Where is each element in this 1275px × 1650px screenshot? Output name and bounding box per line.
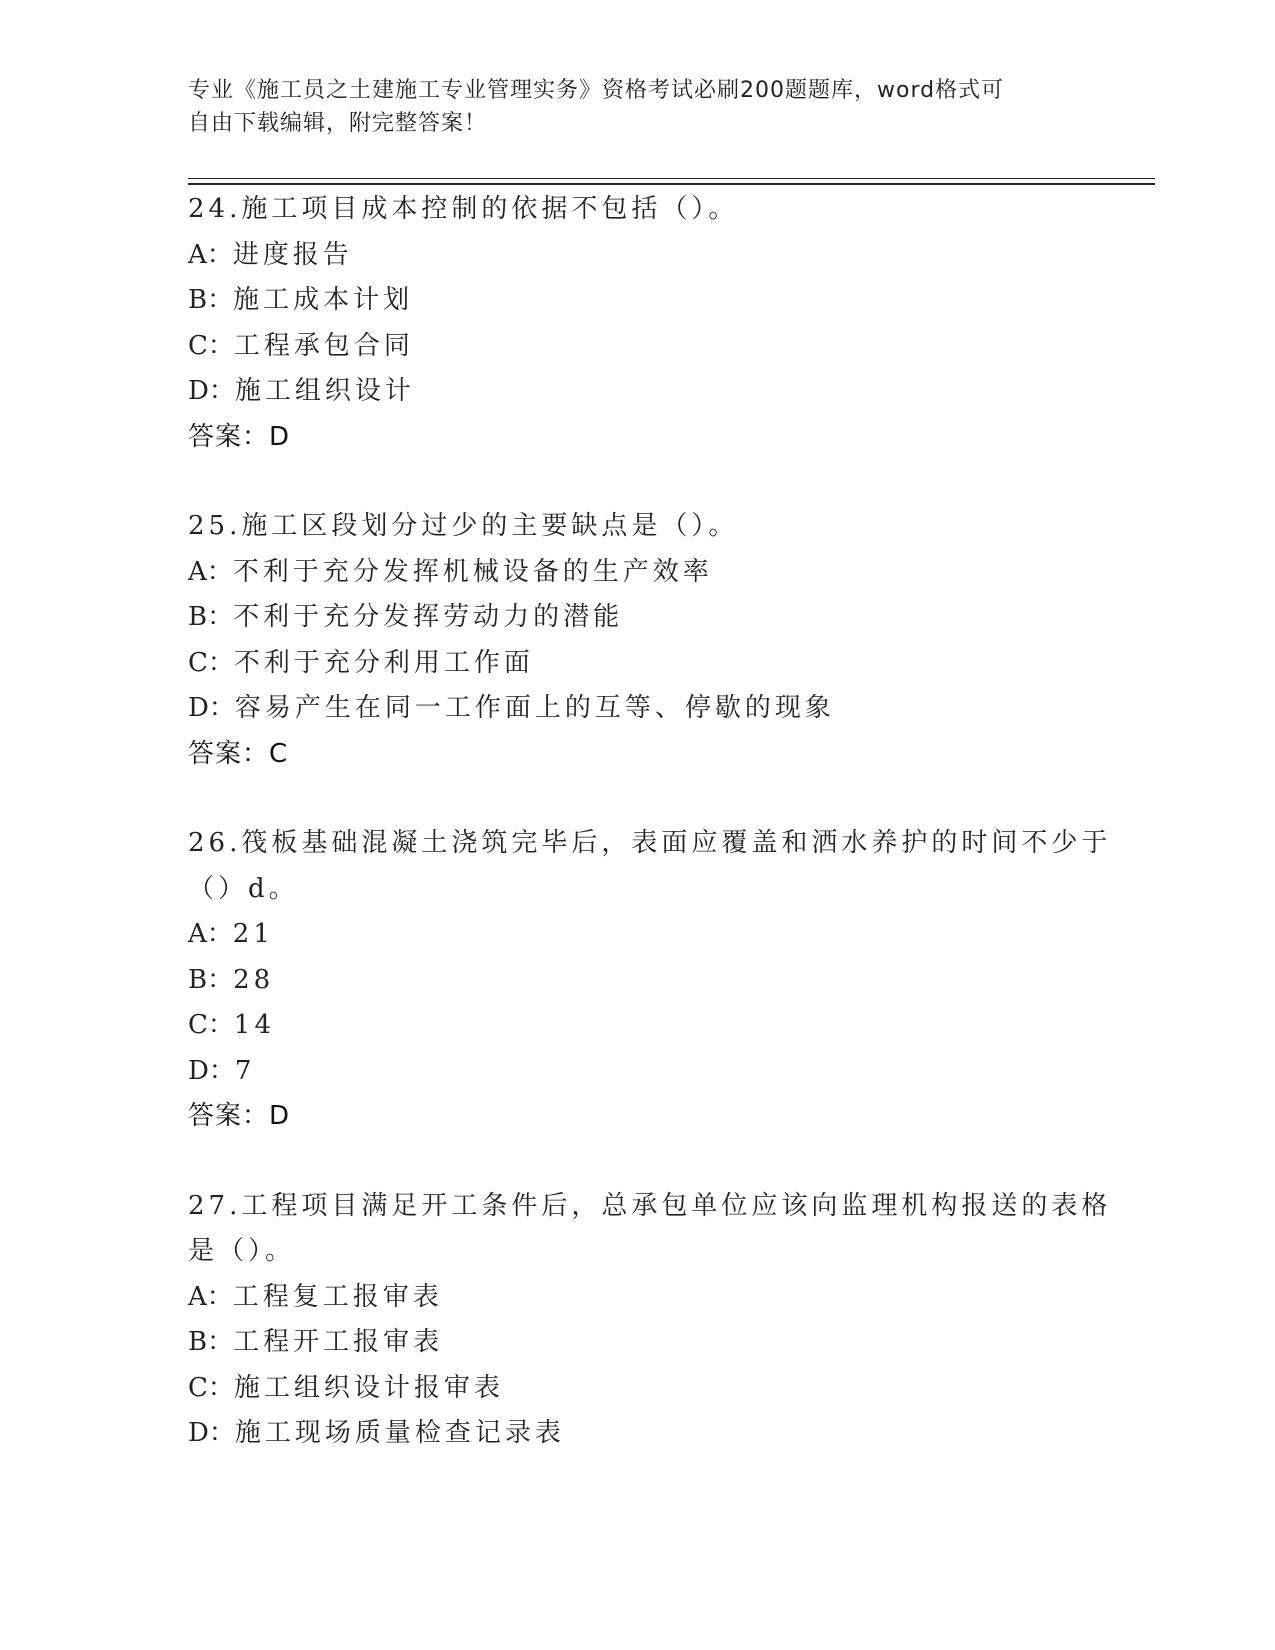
option-letter: B：: [188, 285, 234, 315]
option-letter: C：: [188, 1010, 234, 1040]
option-c: [188, 1366, 1088, 1412]
option-text: 施工成本计划: [233, 285, 414, 315]
option-letter: A：: [188, 239, 233, 270]
option-b: [188, 1320, 1088, 1366]
option-text: 进度报告: [232, 239, 353, 270]
option-letter: A：: [188, 1281, 233, 1312]
option-letter: A：: [188, 919, 233, 949]
option-letter: A：: [188, 556, 233, 587]
option-text: 容易产生在同一工作面上的互等、停歇的现象: [234, 693, 835, 723]
question-stem: 25.施工区段划分过少的主要缺点是（）。: [188, 511, 739, 541]
option-d: [188, 1411, 1088, 1457]
option-letter: B：: [188, 602, 234, 632]
option-a: [188, 233, 1088, 279]
answer-label: 答案：: [188, 738, 270, 769]
header-line-1: 专业《施工员之土建施工专业管理实务》资格考试必刷200题题库，word格式可: [188, 78, 1005, 103]
option-letter: C：: [188, 330, 234, 361]
header-line-2: 自由下载编辑，附完整答案！: [188, 111, 488, 136]
header-divider-thin: [188, 178, 1155, 179]
option-letter: D：: [188, 693, 235, 723]
option-text: 28: [233, 964, 275, 995]
answer-line: [188, 415, 1088, 461]
option-letter: D：: [188, 376, 235, 406]
option-text: 不利于充分发挥劳动力的潜能: [233, 602, 624, 632]
option-text: 施工现场质量检查记录表: [234, 1418, 565, 1448]
option-letter: C：: [188, 647, 234, 678]
option-d: [188, 1049, 1088, 1095]
document-header: [188, 74, 1068, 140]
option-b: [188, 958, 1088, 1004]
answer-line: [188, 732, 1088, 778]
question-item: [188, 821, 1112, 1140]
option-d: [188, 369, 1088, 415]
question-stem: 27.工程项目满足开工条件后，总承包单位应该向监理机构报送的表格: [188, 1190, 1112, 1221]
header-divider-thick: [188, 183, 1155, 185]
answer-label: 答案：: [188, 1101, 270, 1131]
option-text: 施工组织设计报审表: [233, 1372, 504, 1403]
option-c: [188, 1003, 1088, 1049]
answer-value: D: [269, 421, 290, 452]
question-stem: 24.施工项目成本控制的依据不包括（）。: [188, 194, 739, 224]
option-b: [188, 595, 1088, 641]
answer-value: D: [269, 1101, 290, 1131]
question-list: [188, 187, 1112, 1501]
option-letter: B：: [188, 964, 234, 995]
option-text: 工程复工报审表: [232, 1281, 443, 1312]
option-a: [188, 912, 1088, 958]
option-b: [188, 278, 1088, 324]
option-letter: D：: [188, 1418, 235, 1448]
question-item: [188, 187, 1088, 460]
option-letter: B：: [188, 1327, 234, 1357]
option-text: 21: [232, 919, 274, 949]
answer-value: C: [269, 738, 288, 769]
option-letter: D：: [188, 1055, 235, 1086]
option-text: 不利于充分利用工作面: [233, 647, 534, 678]
question-item: [188, 1184, 1112, 1457]
question-stem: 26.筏板基础混凝土浇筑完毕后，表面应覆盖和洒水养护的时间不少于: [188, 828, 1112, 858]
option-text: 14: [233, 1010, 275, 1040]
option-d: [188, 686, 1088, 732]
question-item: [188, 504, 1088, 777]
option-a: [188, 1275, 1088, 1321]
question-stem-continued: （）d。: [188, 873, 299, 904]
question-stem-continued: 是（）。: [188, 1236, 296, 1266]
answer-label: 答案：: [188, 421, 270, 452]
option-text: 不利于充分发挥机械设备的生产效率: [232, 556, 713, 587]
option-text: 施工组织设计: [234, 376, 415, 406]
answer-line: [188, 1094, 1088, 1140]
option-c: [188, 641, 1088, 687]
option-letter: C：: [188, 1372, 234, 1403]
option-text: 工程承包合同: [233, 330, 414, 361]
option-c: [188, 324, 1088, 370]
option-text: 工程开工报审表: [233, 1327, 444, 1357]
option-text: 7: [234, 1055, 256, 1086]
option-a: [188, 550, 1088, 596]
